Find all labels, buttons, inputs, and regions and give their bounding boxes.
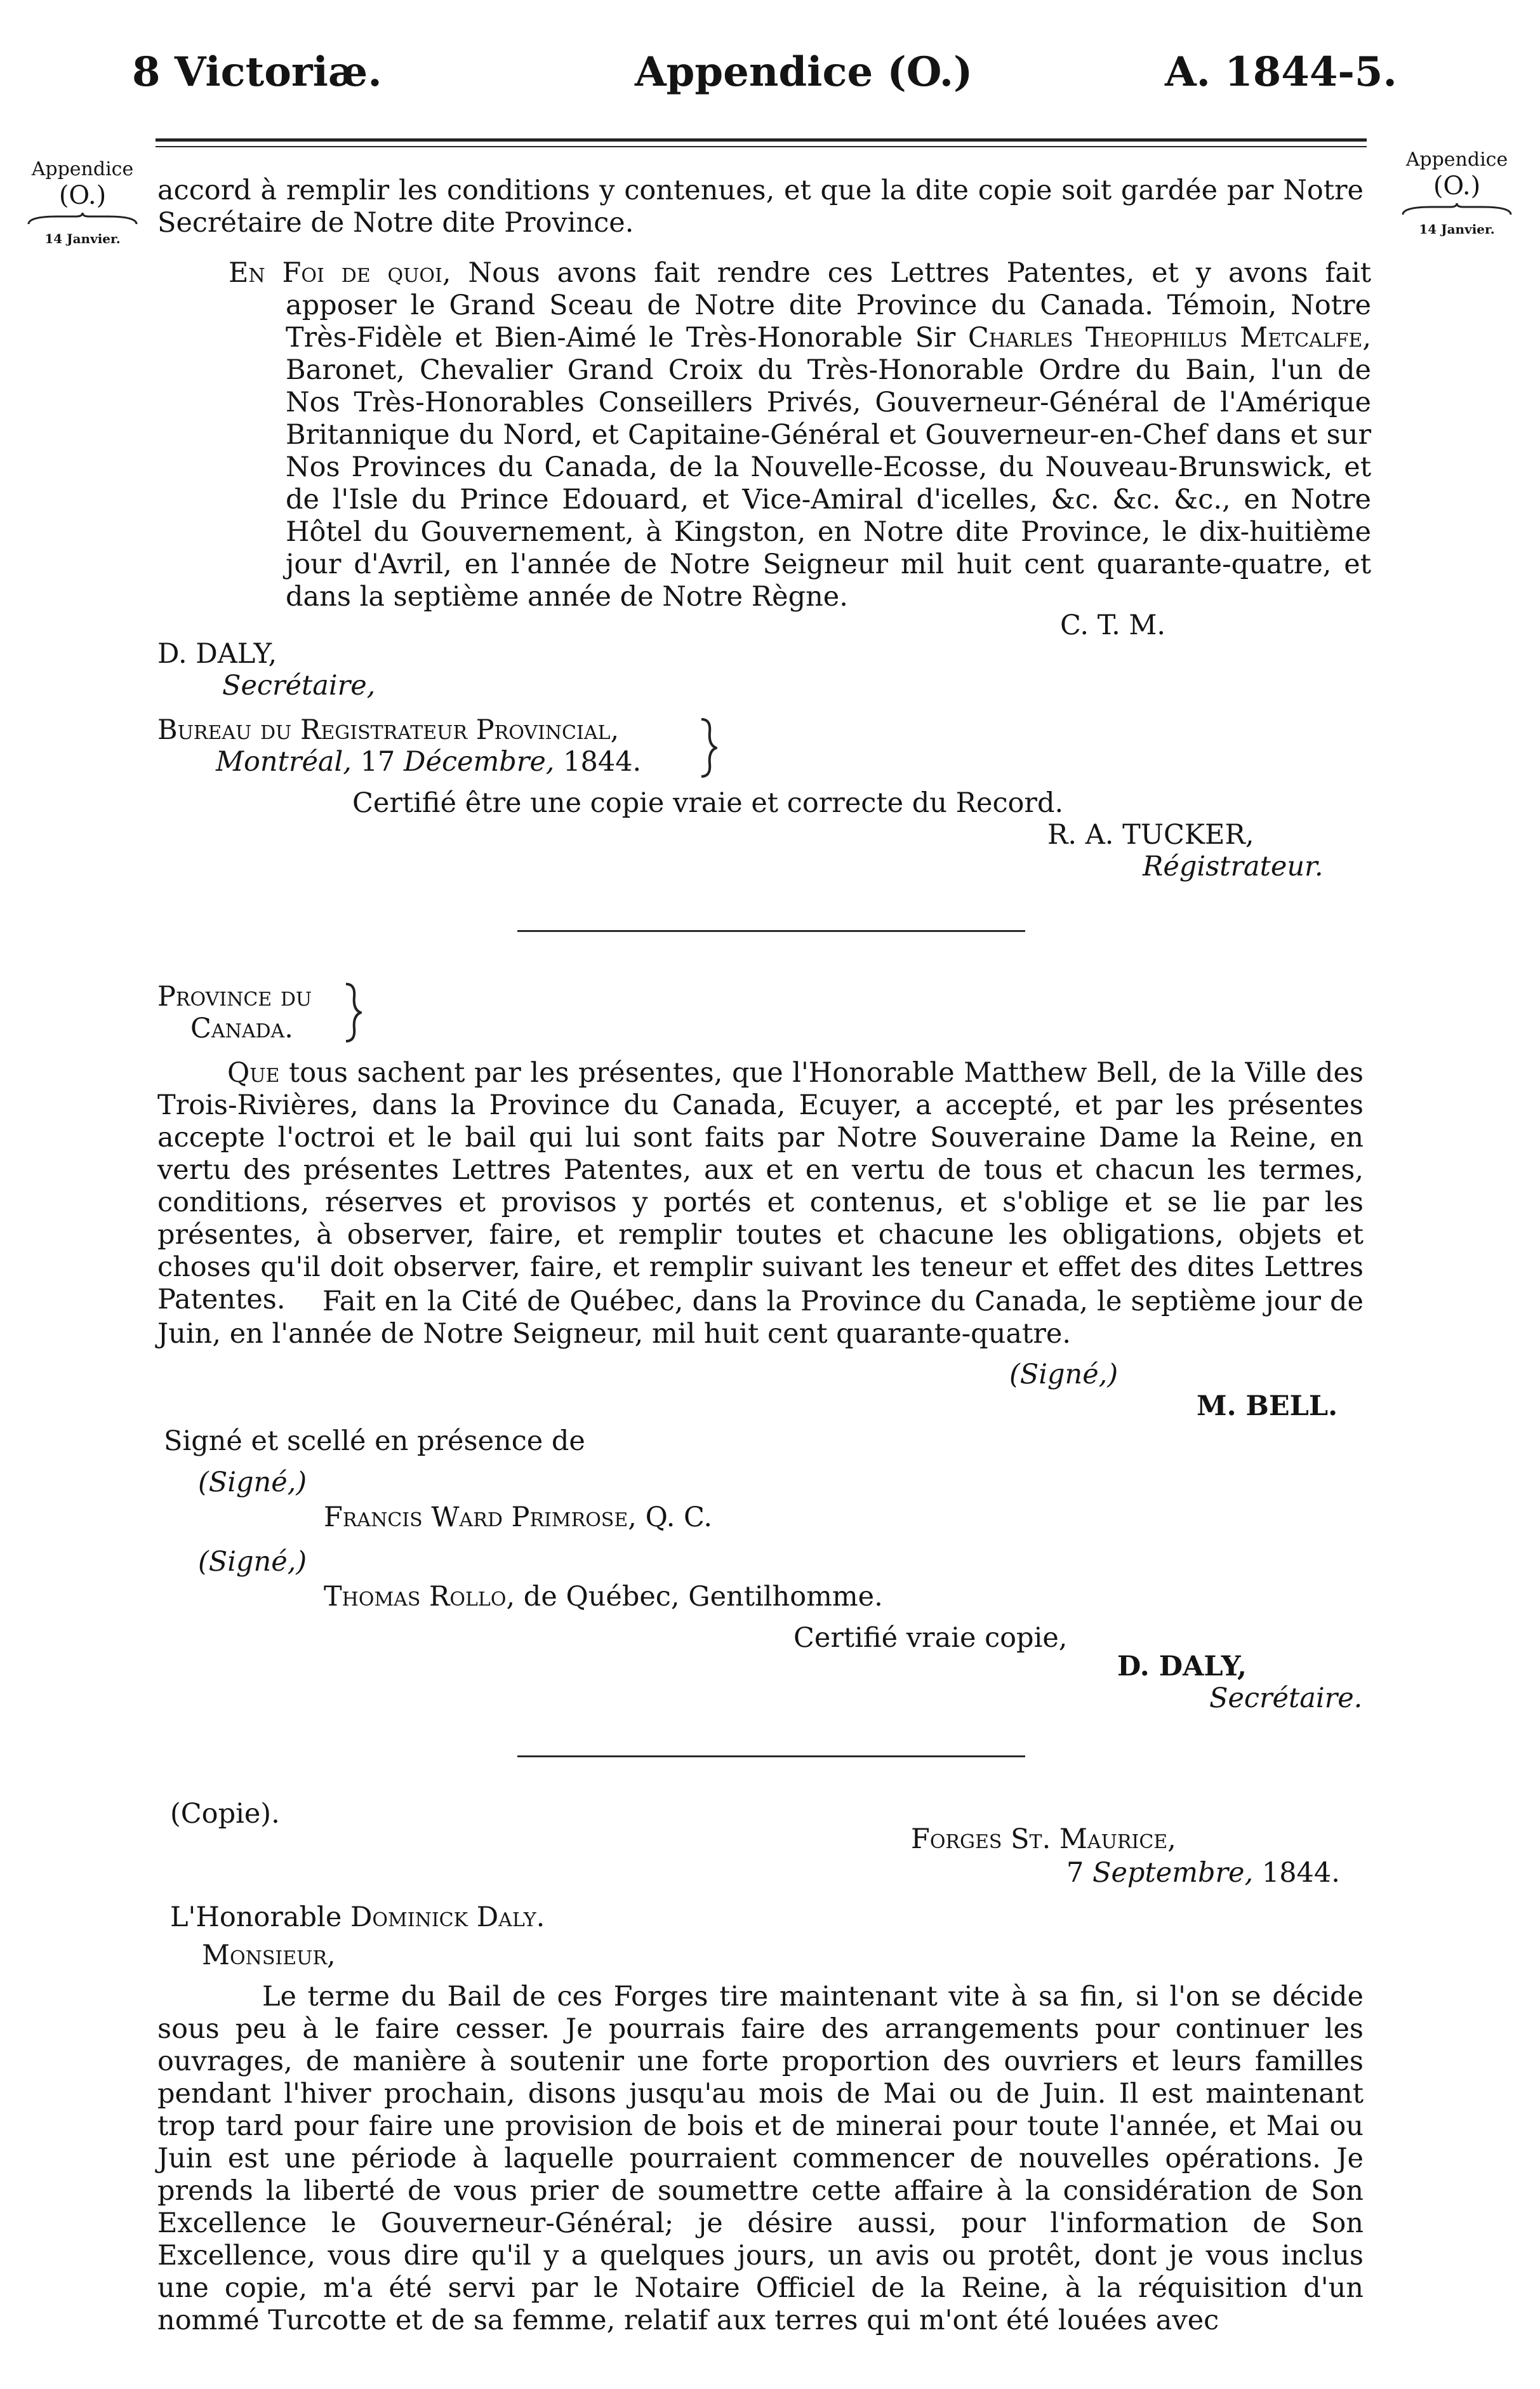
forges-place: Forges St. Maurice, bbox=[911, 1823, 1176, 1855]
presence-line: Signé et scellé en présence de bbox=[164, 1425, 585, 1457]
bureau-brace bbox=[698, 716, 717, 782]
signe-label-3: (Signé,) bbox=[198, 1546, 307, 1578]
daly-title: Secrétaire. bbox=[1209, 1682, 1363, 1714]
province-line-2: Canada. bbox=[190, 1013, 293, 1044]
witness-body-1: Nous avons fait rendre ces Lettres Patentes, et y avons fait apposer le Grand Sceau de Notre dite Province du Canada. Témoin, Notre Très-Fidèle et Bien-Aimé le Très-Honorable Sir bbox=[286, 257, 1372, 354]
done-paragraph: Fait en la Cité de Québec, dans la Province du Canada, le septième jour de Juin, en l'année de Notre Seigneur, mil huit cent quarante-quatre. bbox=[157, 1286, 1364, 1350]
signer-name: D. DALY, bbox=[157, 638, 277, 670]
certified-copy: Certifié vraie copie, bbox=[793, 1622, 1068, 1654]
witness-lead: En Foi de quoi, bbox=[229, 257, 451, 289]
section-separator bbox=[517, 930, 1025, 932]
margin-date: 14 Janvier. bbox=[1419, 222, 1495, 237]
margin-label: Appendice bbox=[31, 158, 134, 180]
salutation: Monsieur, bbox=[202, 1940, 336, 1971]
witness-body-2: Baronet, Chevalier Grand Croix du Très-Honorable Ordre du Bain, l'un de Nos Très-Honorables Conseillers Privés, Gouverneur-Général de l'Amérique Britannique du Nord, et Capitaine-Général et Gouverneur-en-Chef dans et sur Nos Provinces du Canada, de la Nouvelle-Ecosse, du Nouveau-Brunswick, et de l'Isle du Prince Edouard, et Vice-Amiral d'icelles, &c. &c. &c., en Notre Hôtel du Gouvernement, à Kingston, en Notre dite Province, le dix-huitième jour d'Avril, en l'année de Notre Seigneur mil huit cent quarante-quatre, et dans la septième année de Notre Règne. bbox=[286, 354, 1371, 613]
forges-date-num: 7 bbox=[1066, 1857, 1084, 1889]
bureau-year: 1844. bbox=[563, 746, 642, 778]
copie-label: (Copie). bbox=[170, 1798, 280, 1830]
que-lead: Que bbox=[227, 1057, 280, 1089]
forges-date-year: 1844. bbox=[1261, 1857, 1340, 1889]
witness-paragraph bbox=[229, 257, 1371, 613]
forges-date-month: Septembre, bbox=[1092, 1857, 1254, 1889]
bureau-date-month: Décembre, bbox=[404, 746, 555, 778]
margin-brace-icon bbox=[1400, 202, 1514, 217]
header-left: 8 Victoriæ. bbox=[132, 48, 382, 96]
header-right: A. 1844-5. bbox=[1165, 48, 1397, 96]
province-brace bbox=[343, 981, 362, 1047]
margin-sub: (O.) bbox=[58, 180, 107, 210]
acceptance-body: tous sachent par les présentes, que l'Honorable Matthew Bell, de la Ville des Trois-Rivières, dans la Province du Canada, Ecuyer, a accepté, et par les présentes accepte l'octroi et le bail qui lui sont faits par Notre Souveraine Dame la Reine, en vertu des présentes Lettres Patentes, aux et en vertu de tous et chacun les termes, conditions, réserves et provisos y portés et contenus, et s'oblige et se lie par les présentes, à observer, faire, et remplir toutes et chacune les obligations, objets et choses qu'il doit observer, faire, et remplir suivant les teneur et effet des dites Lettres Patentes. bbox=[157, 1057, 1364, 1315]
registrar-title: Régistrateur. bbox=[1143, 851, 1324, 882]
initials: C. T. M. bbox=[1060, 609, 1166, 641]
registrar-name: R. A. TUCKER, bbox=[1047, 819, 1254, 851]
brace-icon bbox=[698, 716, 717, 780]
addressee-name: Dominick Daly. bbox=[350, 1901, 545, 1933]
margin-note-left bbox=[25, 159, 140, 246]
acceptance-paragraph bbox=[157, 1057, 1364, 1316]
margin-date: 14 Janvier. bbox=[44, 231, 121, 246]
margin-brace-icon bbox=[25, 211, 140, 227]
witness-name: Charles Theophilus Metcalfe, bbox=[967, 322, 1371, 354]
bureau-place: Montréal, bbox=[216, 746, 352, 778]
witness-2 bbox=[324, 1581, 883, 1613]
daly-signature: D. DALY, bbox=[1117, 1651, 1247, 1682]
bureau-date-line bbox=[216, 746, 641, 778]
header-center: Appendice (O.) bbox=[635, 48, 973, 96]
certify-line: Certifié être une copie vraie et correcte du Record. bbox=[352, 787, 1064, 819]
addressee bbox=[170, 1901, 545, 1934]
witness-1: Francis Ward Primrose, Q. C. bbox=[324, 1501, 713, 1533]
forges-date bbox=[1066, 1857, 1340, 1889]
section-separator-2 bbox=[517, 1755, 1025, 1757]
signer-title: Secrétaire, bbox=[222, 670, 376, 702]
margin-sub: (O.) bbox=[1433, 171, 1481, 201]
bureau-date-num: 17 bbox=[360, 746, 395, 778]
province-line-1: Province du bbox=[157, 981, 312, 1013]
bell-signature: M. BELL. bbox=[1197, 1390, 1338, 1422]
margin-note-right bbox=[1400, 149, 1514, 237]
signe-label-2: (Signé,) bbox=[198, 1467, 307, 1498]
bureau: Bureau du Registrateur Provincial, bbox=[157, 714, 620, 746]
continuation-paragraph: accord à remplir les conditions y contenues, et que la dite copie soit gardée par Notre Secrétaire de Notre dite Province. bbox=[157, 175, 1364, 239]
letter-body: Le terme du Bail de ces Forges tire maintenant vite à sa fin, si l'on se décide sous peu à le faire cesser. Je pourrais faire des arrangements pour continuer les ouvrages, de manière à soutenir une forte proportion des ouvriers et leurs familles pendant l'hiver prochain, disons jusqu'au mois de Mai ou de Juin. Il est maintenant trop tard pour faire une provision de bois et de minerai pour toute l'année, et Mai ou Juin est une période à laquelle pourraient commencer de nouvelles opérations. Je prends la liberté de vous prier de soumettre cette affaire à la considération de Son Excellence le Gouverneur-Général; je désire aussi, pour l'information de Son Excellence, vous dire qu'il y a quelques jours, un avis ou protêt, dont je vous inclus une copie, m'a été servi par le Notaire Officiel de la Reine, à la réquisition d'un nommé Turcotte et de sa femme, relatif aux terres qui m'ont été louées avec bbox=[157, 1981, 1364, 2336]
witness-2-name: Thomas Rollo, bbox=[324, 1581, 515, 1613]
header-rule-top bbox=[156, 138, 1367, 142]
witness-2-rest: de Québec, Gentilhomme. bbox=[523, 1581, 883, 1613]
bureau-line bbox=[157, 714, 619, 747]
margin-label: Appendice bbox=[1405, 149, 1508, 171]
addressee-pre: L'Honorable bbox=[170, 1901, 342, 1933]
signe-label: (Signé,) bbox=[1009, 1359, 1118, 1390]
brace-icon bbox=[343, 981, 362, 1044]
header-rule-bottom bbox=[156, 146, 1367, 147]
